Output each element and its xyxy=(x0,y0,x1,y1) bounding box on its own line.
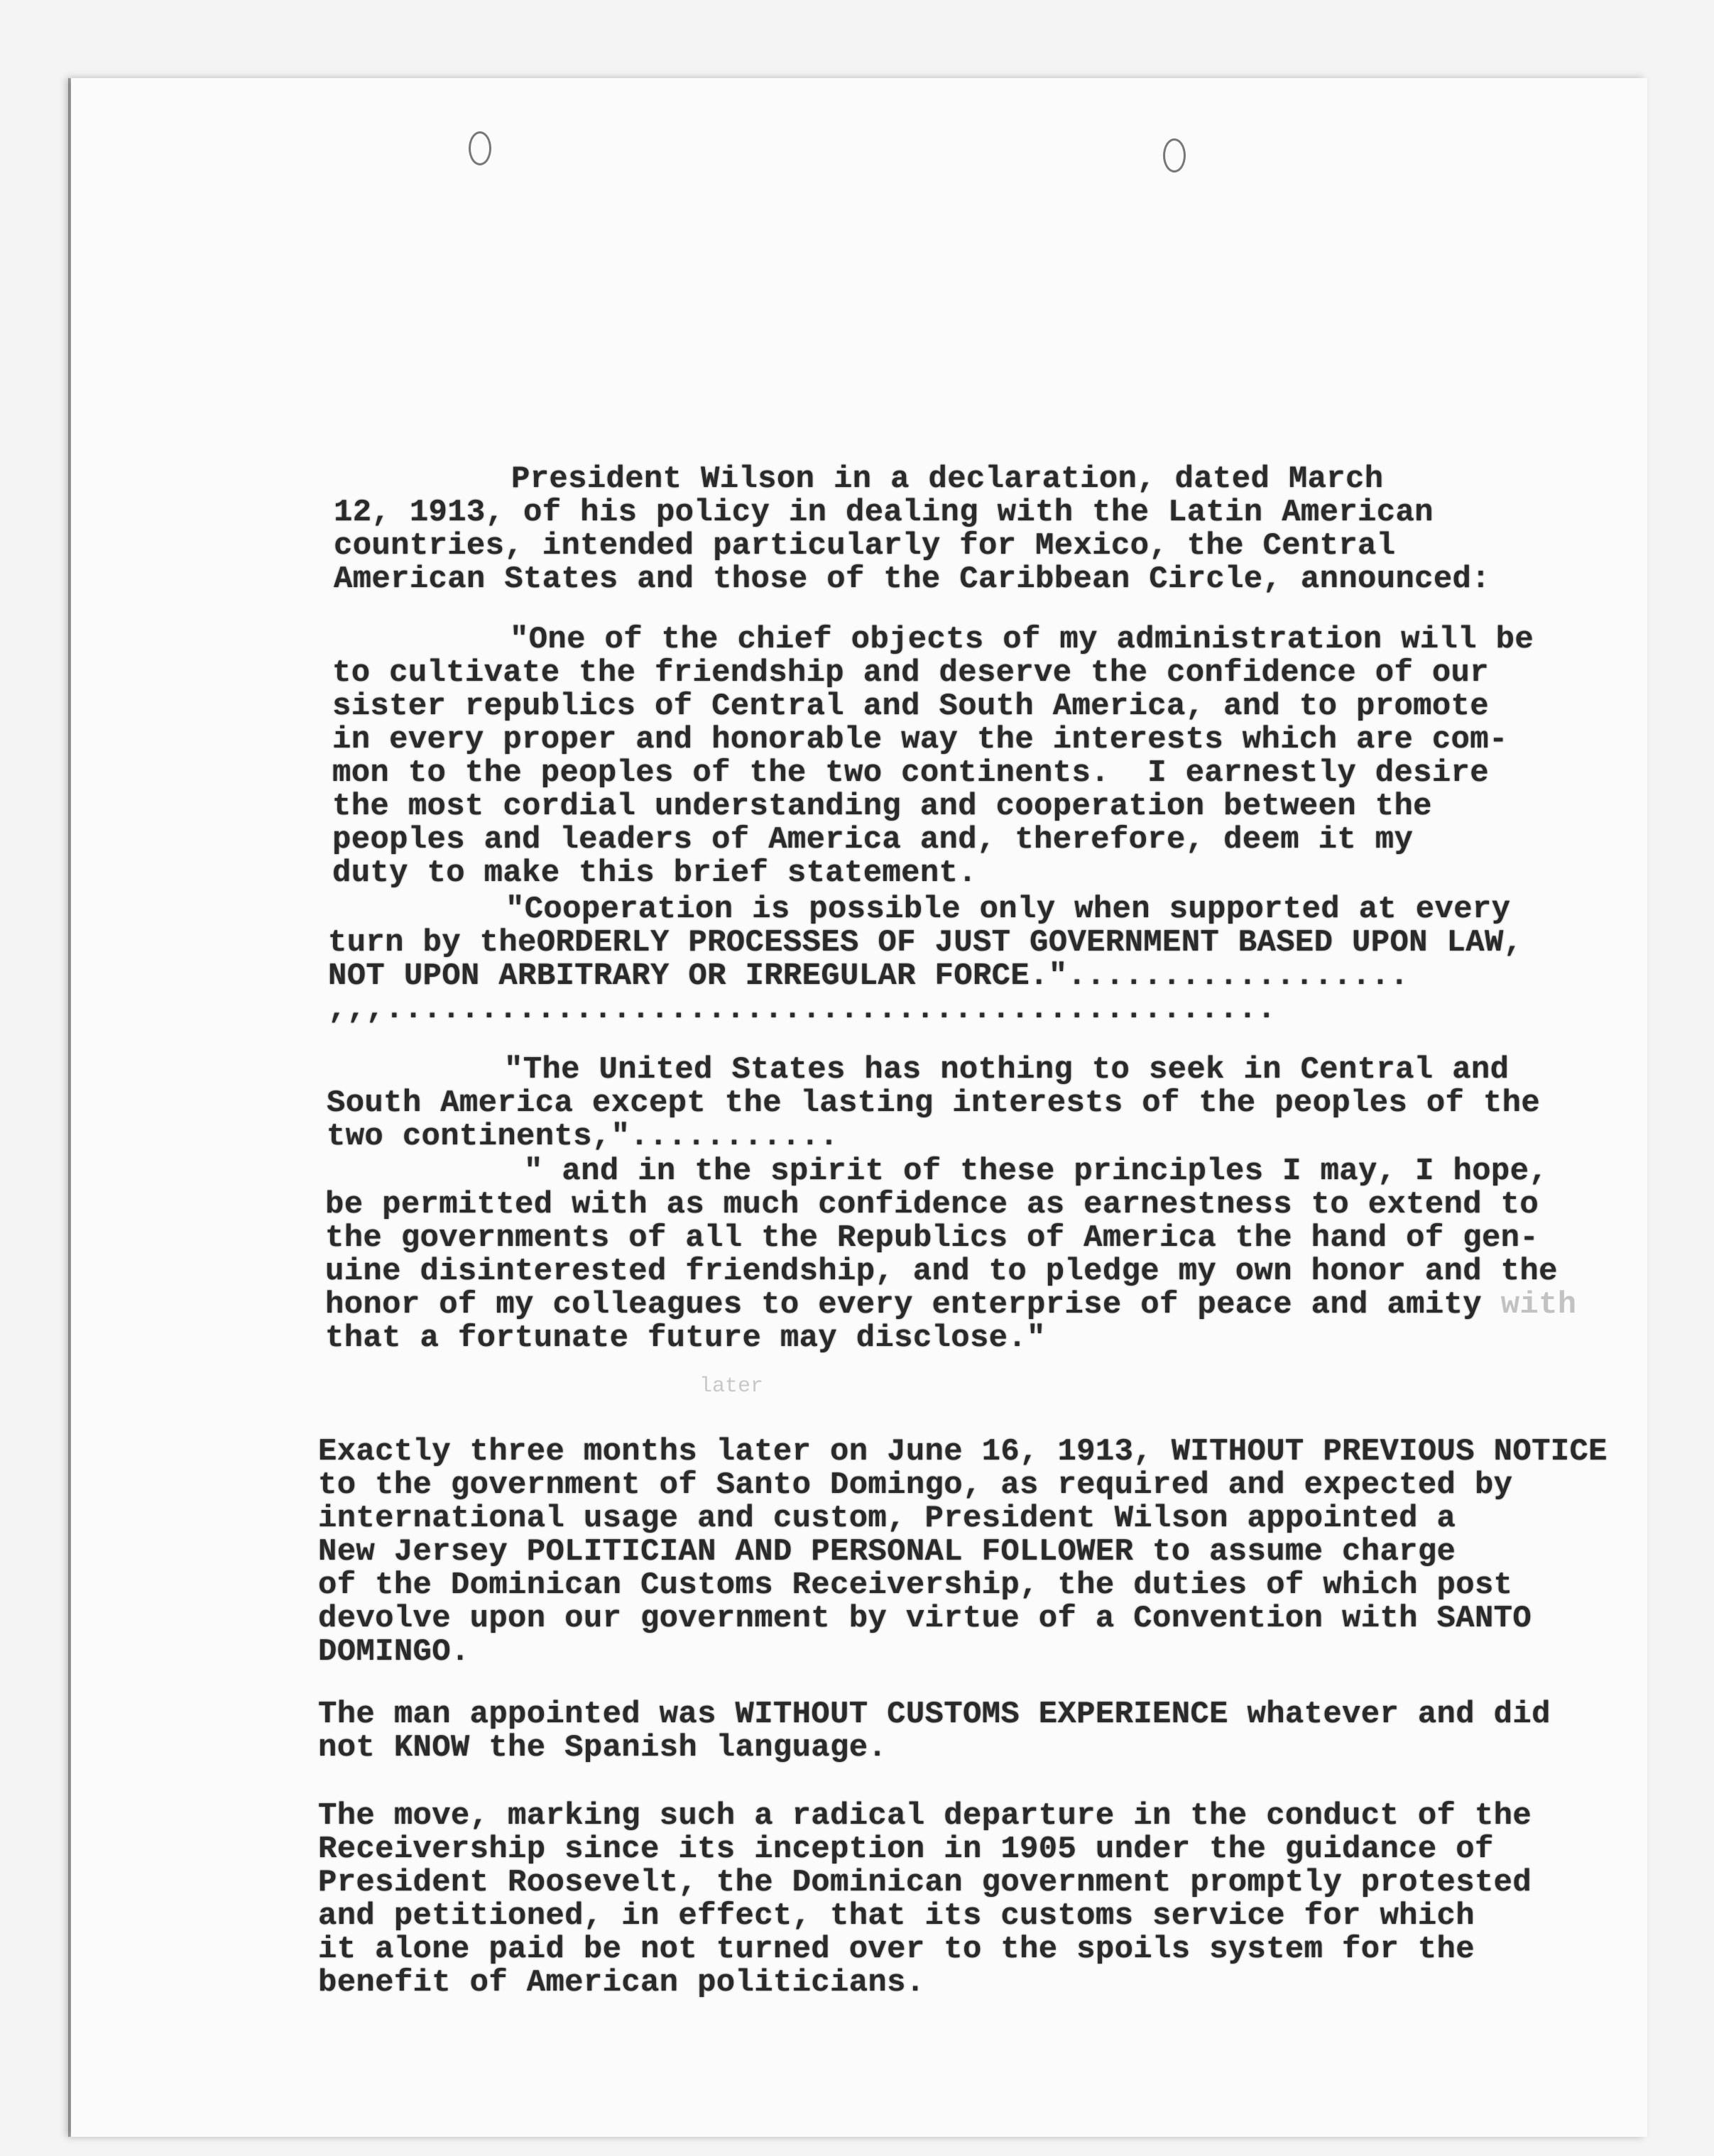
text-line: Exactly three months later on June 16, 1913, WITHOUT PREVIOUS NOTICE xyxy=(318,1434,1607,1470)
text-line: and petitioned, in effect, that its customs service for which xyxy=(318,1898,1475,1934)
paragraph-intro xyxy=(334,463,1490,596)
text-line: The man appointed was WITHOUT CUSTOMS EXPERIENCE whatever and did xyxy=(318,1697,1551,1732)
text-line: two continents,"........... xyxy=(327,1119,839,1154)
text-line: that a fortunate future may disclose." xyxy=(325,1320,1046,1356)
text-line: President Roosevelt, the Dominican government promptly protested xyxy=(318,1865,1532,1900)
text-line: DOMINGO. xyxy=(318,1634,470,1670)
text-line: not KNOW the Spanish language. xyxy=(318,1730,888,1766)
text-line: countries, intended particularly for Mexico, the Central xyxy=(334,528,1396,564)
text-line: 12, 1913, of his policy in dealing with the Latin American xyxy=(334,495,1434,530)
text-line: NOT UPON ARBITRARY OR IRREGULAR FORCE.".................. xyxy=(328,958,1409,994)
text-line: duty to make this brief statement. xyxy=(332,855,977,891)
text-line: peoples and leaders of America and, therefore, deem it my xyxy=(332,822,1414,858)
text-line: the most cordial understanding and cooperation between the xyxy=(332,789,1432,824)
text-line: international usage and custom, President Wilson appointed a xyxy=(318,1501,1456,1536)
text-line: it alone paid be not turned over to the spoils system for the xyxy=(318,1932,1475,1967)
text-line: American States and those of the Caribbean Circle, announced: xyxy=(334,562,1490,597)
quote-objectives xyxy=(332,623,1534,890)
paragraph-appointment xyxy=(318,1435,1607,1669)
text-line: in every proper and honorable way the interests which are com- xyxy=(332,722,1508,757)
quote-united-states xyxy=(327,1054,1540,1154)
faint-word: with xyxy=(1500,1287,1577,1323)
punch-hole xyxy=(1163,138,1186,173)
text-line: devolve upon our government by virtue of a Convention with SANTO xyxy=(318,1601,1532,1636)
text-line: ,,,............................................... xyxy=(328,992,1277,1027)
text-line: The move, marking such a radical departure in the conduct of the xyxy=(318,1798,1532,1834)
text-line: be permitted with as much confidence as earnestness to extend to xyxy=(325,1187,1539,1222)
text-line: "The United States has nothing to seek in Central and xyxy=(504,1052,1510,1088)
faint-annotation: later xyxy=(699,1374,764,1399)
text-line: the governments of all the Republics of America the hand of gen- xyxy=(325,1220,1539,1256)
text-line: to cultivate the friendship and deserve the confidence of our xyxy=(332,655,1489,691)
text-line: "One of the chief objects of my administration will be xyxy=(510,622,1534,657)
text-line: sister republics of Central and South America, and to promote xyxy=(332,689,1489,724)
text-line: President Wilson in a declaration, dated March xyxy=(511,461,1384,497)
quote-spirit xyxy=(325,1155,1577,1355)
text-line: uine disinterested friendship, and to pledge my own honor and the xyxy=(325,1254,1558,1289)
text-line: " and in the spirit of these principles I may, I hope, xyxy=(524,1154,1549,1189)
punch-hole xyxy=(469,131,491,165)
quote-cooperation xyxy=(328,893,1522,1027)
text-line: New Jersey POLITICIAN AND PERSONAL FOLLOWER to assume charge xyxy=(318,1534,1456,1570)
paragraph-experience xyxy=(318,1698,1551,1765)
text-line: Receivership since its inception in 1905 under the guidance of xyxy=(318,1832,1494,1867)
text-line: turn by theORDERLY PROCESSES OF JUST GOVERNMENT BASED UPON LAW, xyxy=(328,925,1523,961)
text-line: mon to the peoples of the two continents. I earnestly desire xyxy=(332,755,1489,791)
paragraph-protest xyxy=(318,1800,1532,2000)
text-line: of the Dominican Customs Receivership, the duties of which post xyxy=(318,1567,1513,1603)
text-line: "Cooperation is possible only when supported at every xyxy=(506,892,1511,927)
text-line: honor of my colleagues to every enterprise of peace and amity xyxy=(325,1287,1482,1323)
text-line: benefit of American politicians. xyxy=(318,1965,925,2001)
text-line: to the government of Santo Domingo, as required and expected by xyxy=(318,1467,1513,1503)
text-line: South America except the lasting interests of the peoples of the xyxy=(327,1085,1541,1121)
